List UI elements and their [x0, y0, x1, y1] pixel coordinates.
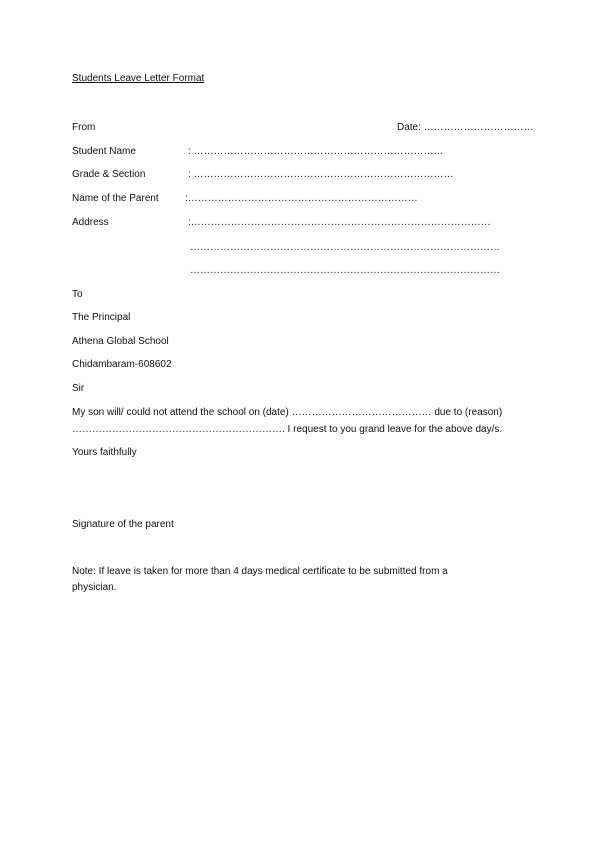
address-line-3: ………………………………………………………………………………… [190, 265, 500, 276]
parent-name-field: :…………………………………………………………… [185, 193, 418, 204]
body-line-2: ………………………………………………………. I request to you grand leave for the above day/s. [72, 424, 503, 435]
recipient-school: Athena Global School [72, 336, 169, 347]
address-line-2: ………………………………………………………………………………… [190, 242, 500, 253]
closing: Yours faithfully [72, 447, 137, 458]
body-line-1: My son will/ could not attend the school on (date) …………………………………… due to (reason) [72, 407, 503, 418]
date-field: Date: …………………………… [397, 122, 534, 133]
parent-name-label: Name of the Parent [72, 193, 159, 204]
page-title: Students Leave Letter Format [72, 73, 205, 84]
signature-label: Signature of the parent [72, 519, 174, 530]
note-line-2: physician. [72, 582, 117, 593]
grade-section-field: : …………………………………………………………………… [188, 169, 454, 180]
salutation: Sir [72, 383, 85, 394]
recipient-title: The Principal [72, 312, 131, 323]
student-name-field: : ………………………………………………………………… [188, 146, 444, 157]
note-line-1: Note: If leave is taken for more than 4 days medical certificate to be submitted from a [72, 566, 448, 577]
address-label: Address [72, 217, 109, 228]
address-line-1: :……………………………………………………………………………… [188, 217, 491, 228]
to-label: To [72, 289, 83, 300]
grade-section-label: Grade & Section [72, 169, 146, 180]
from-label: From [72, 122, 96, 133]
student-name-label: Student Name [72, 146, 136, 157]
recipient-city: Chidambaram-608602 [72, 359, 172, 370]
